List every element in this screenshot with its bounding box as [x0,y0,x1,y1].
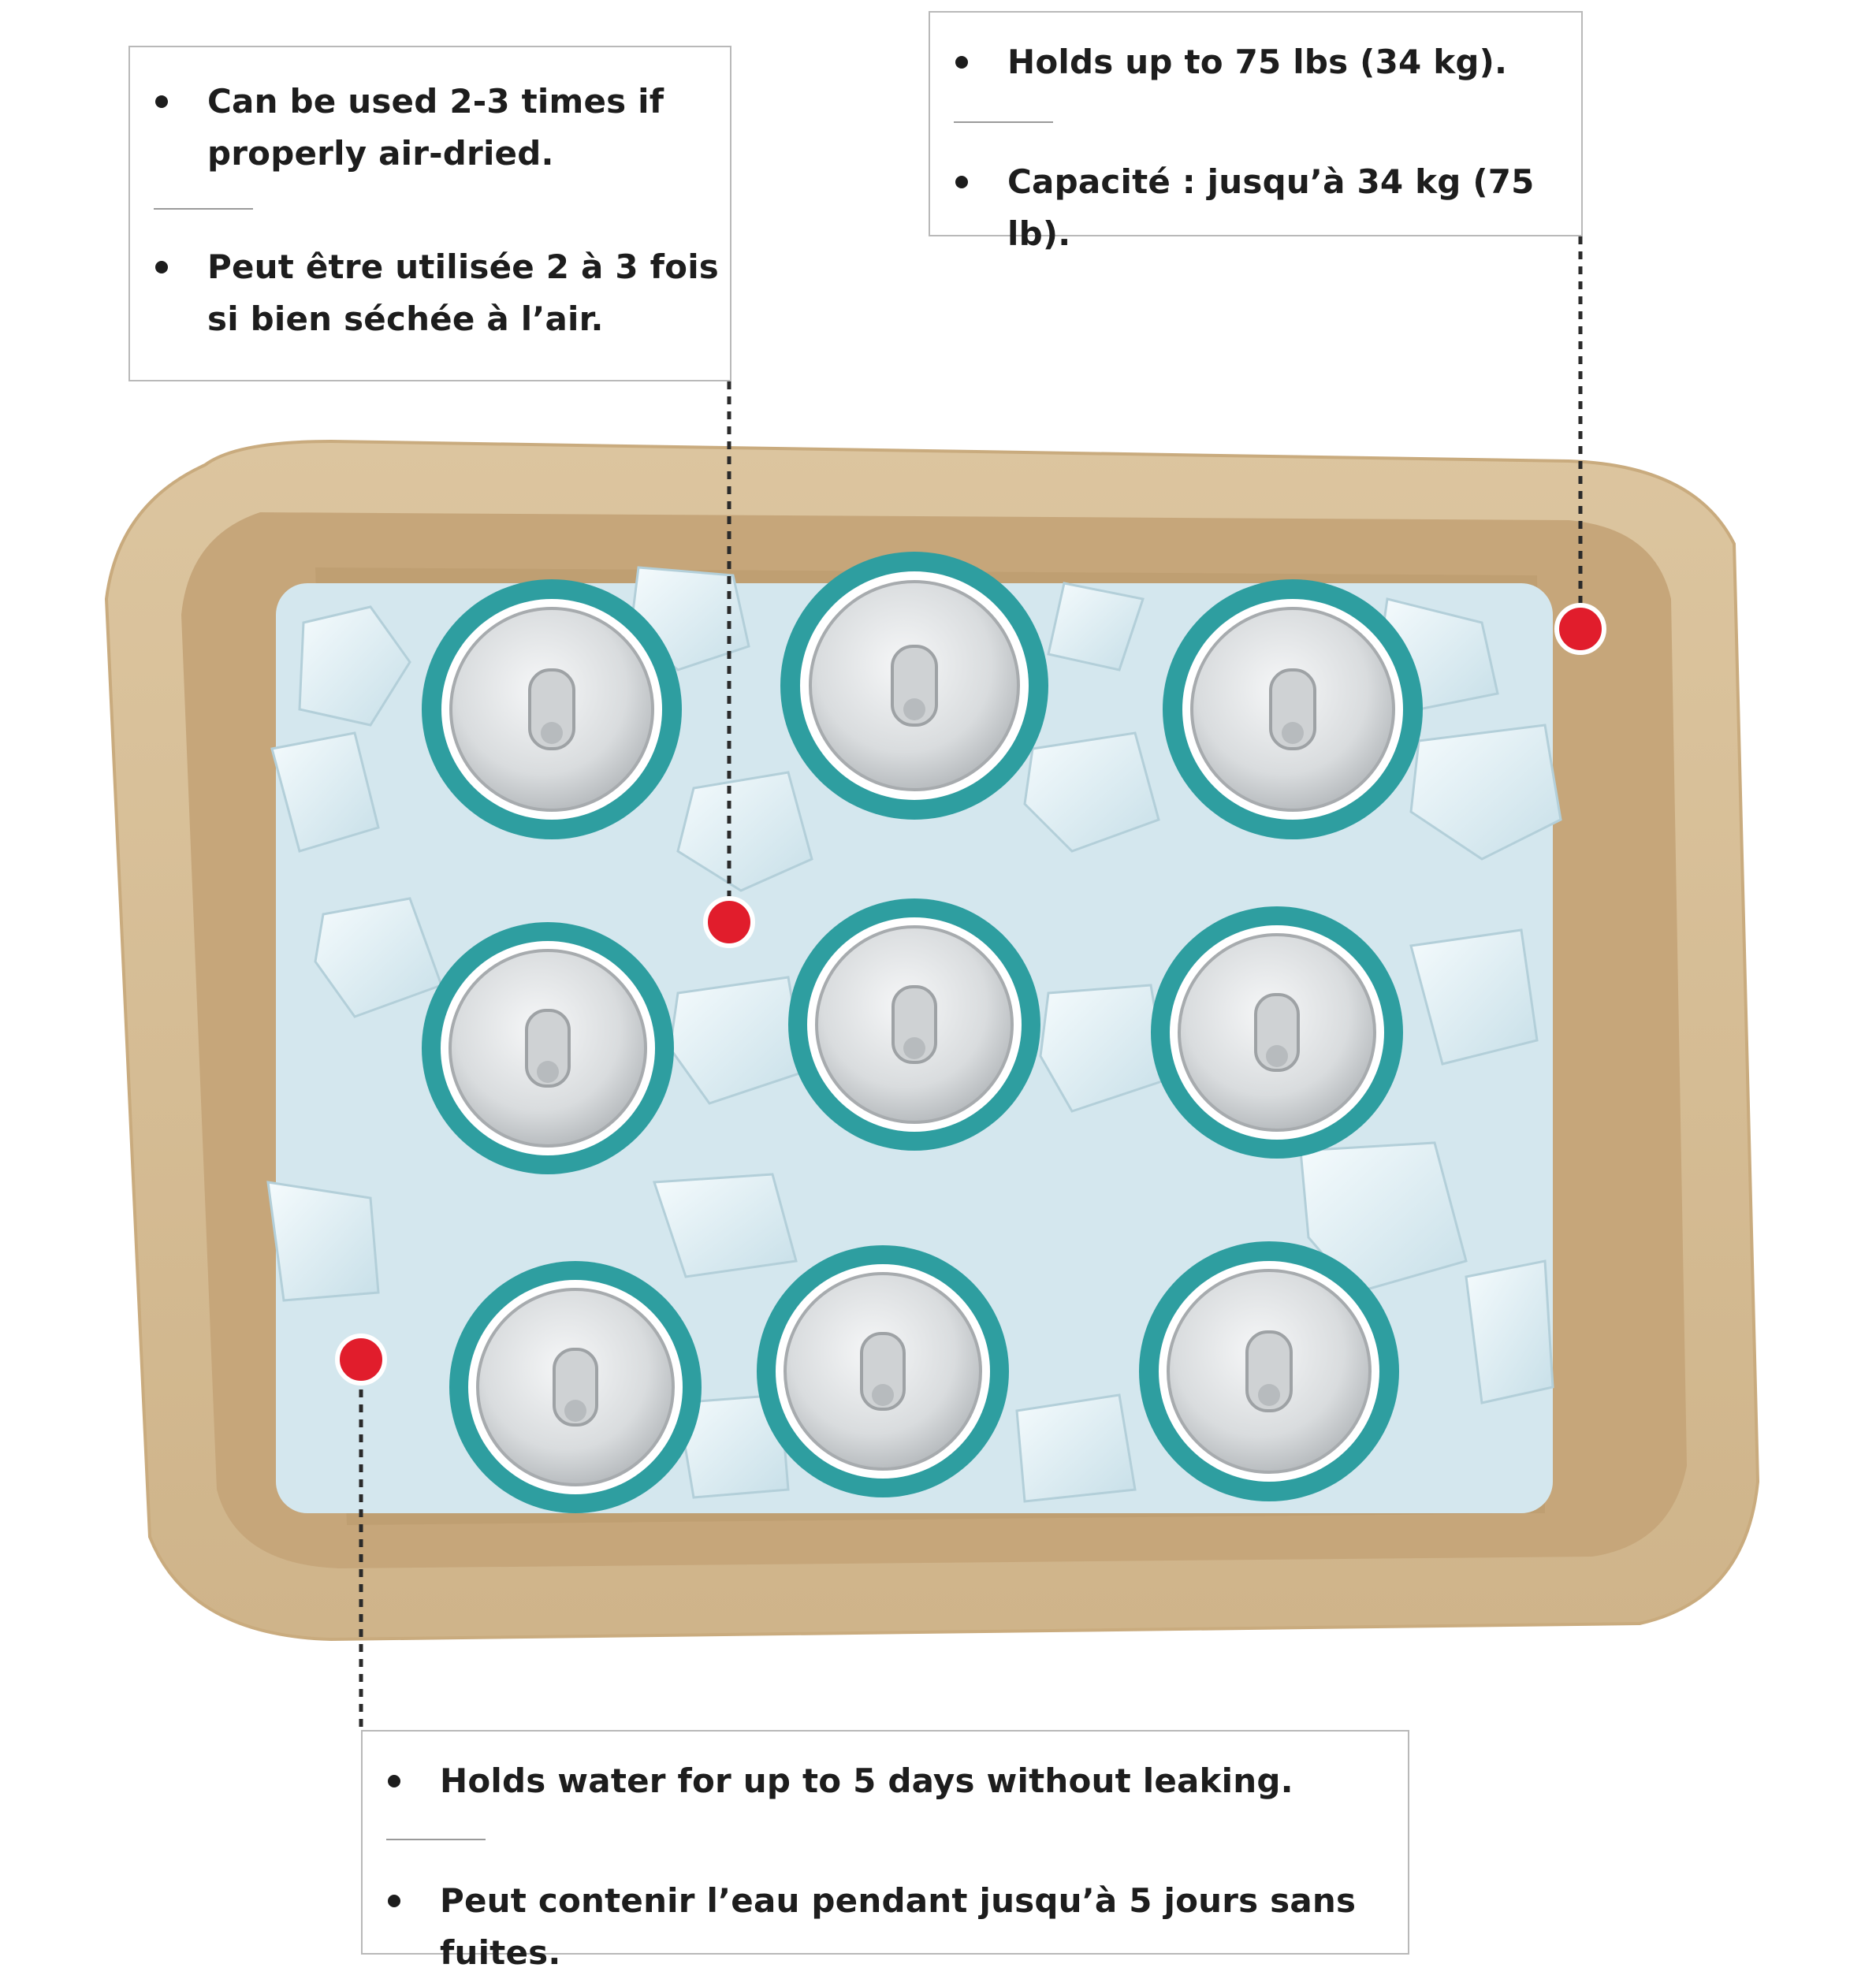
marker-dot-reuse [705,898,753,946]
marker-dot-capacity [1557,605,1604,653]
ice-cube [268,1182,378,1300]
callout-reuse-fr: Peut être utilisée 2 à 3 fois si bien séchée à l’air. [130,241,730,345]
can-row-1 [422,552,1423,839]
soda-can [422,922,674,1174]
callout-water [361,1730,1409,1972]
can-row-3 [449,1241,1399,1513]
callout-capacity-en: Holds up to 75 lbs (34 kg). [930,36,1581,88]
ice-cube [1466,1261,1553,1403]
soda-can [788,898,1040,1151]
soda-can [1151,906,1403,1159]
ice-cube [1017,1395,1135,1501]
callout-water-fr: Peut contenir l’eau pendant jusqu’à 5 jours sans fuites. [363,1875,1408,1979]
soda-can [1139,1241,1399,1501]
soda-can [757,1245,1009,1497]
can-row-2 [422,898,1403,1174]
callout-reuse [128,46,731,381]
callout-capacity [929,11,1583,253]
callout-capacity-fr: Capacité : jusqu’à 34 kg (75 lb). [930,156,1581,260]
callout-divider [154,208,253,210]
callout-divider [954,121,1053,123]
marker-dot-water [337,1336,385,1383]
callout-reuse-en: Can be used 2-3 times if properly air-dried. [130,76,730,180]
soda-can [780,552,1048,820]
callout-water-en: Holds water for up to 5 days without leaking. [363,1755,1408,1807]
soda-can [422,579,682,839]
soda-can [1163,579,1423,839]
soda-can [449,1261,702,1513]
callout-divider [386,1839,486,1840]
